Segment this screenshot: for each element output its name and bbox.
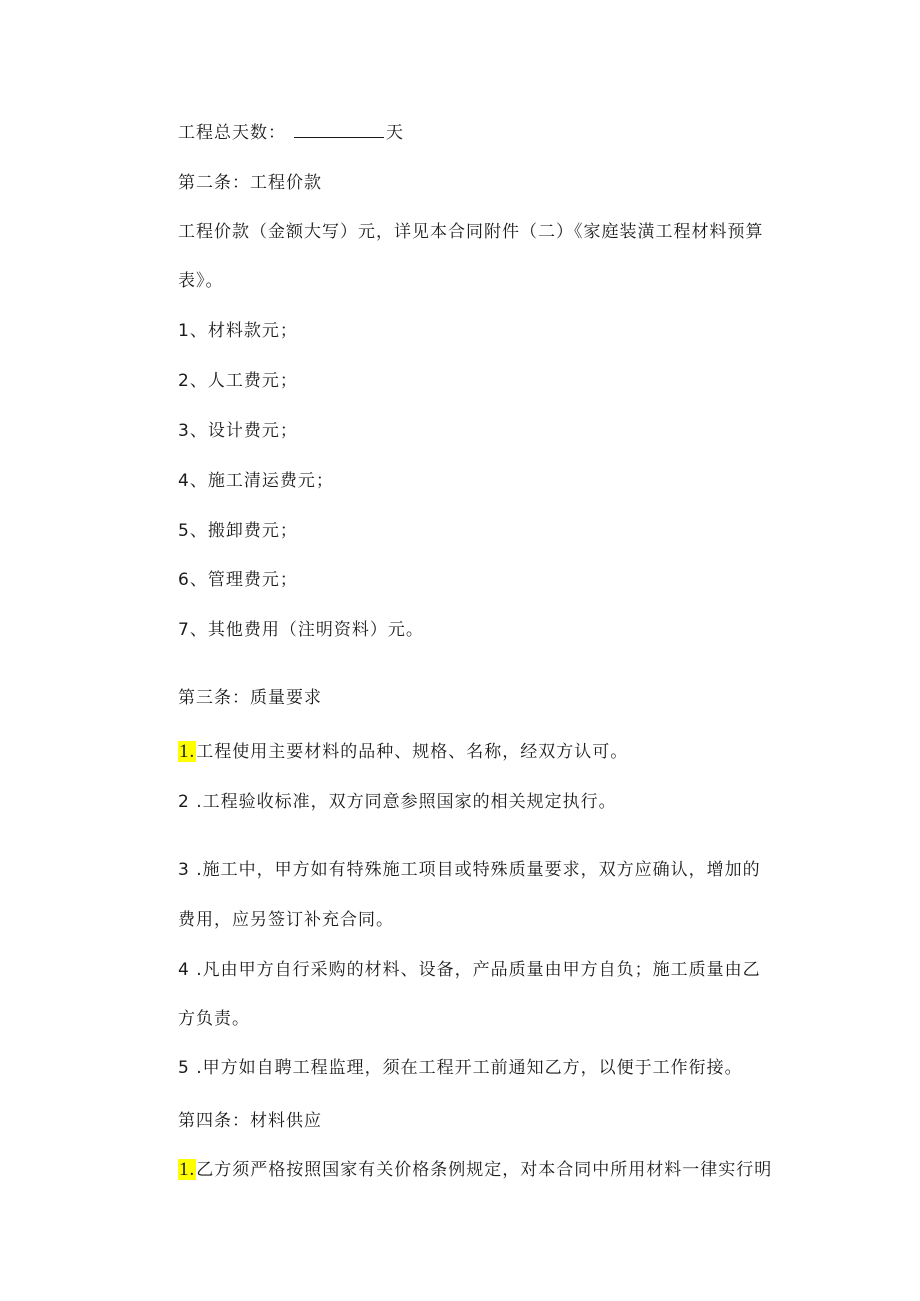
article-3-heading: 第三条：质量要求 <box>178 688 322 708</box>
article-3-item-4-line-1: 4 .凡由甲方自行采购的材料、设备，产品质量由甲方自负；施工质量由乙 <box>178 960 761 980</box>
fee-item-labor: 2、人工费元； <box>178 371 298 391</box>
total-days-line <box>178 122 404 144</box>
fee-item-handling: 5、搬卸费元； <box>178 521 298 541</box>
article-4-item-1-number: 1. <box>179 1159 196 1180</box>
article-4-item-1-text: 乙方须严格按照国家有关价格条例规定，对本合同中所用材料一律实行明 <box>196 1160 773 1180</box>
fee-item-management: 6、管理费元； <box>178 570 298 590</box>
total-days-label: 工程总天数： <box>178 123 286 143</box>
article-3-item-3-line-2: 费用，应另签订补充合同。 <box>178 910 394 930</box>
article-2-paragraph-line-2: 表》。 <box>178 271 224 291</box>
article-3-item-1-text: 工程使用主要材料的品种、规格、名称，经双方认可。 <box>196 742 629 762</box>
fee-item-cleanup: 4、施工清运费元； <box>178 471 334 491</box>
fee-item-design: 3、设计费元； <box>178 421 298 441</box>
article-3-item-5: 5 .甲方如自聘工程监理，须在工程开工前通知乙方，以便于工作衔接。 <box>178 1058 743 1078</box>
article-4-heading: 第四条：材料供应 <box>178 1111 322 1131</box>
article-3-item-2: 2 .工程验收标准，双方同意参照国家的相关规定执行。 <box>178 792 617 812</box>
article-3-item-1-number: 1. <box>179 741 196 762</box>
total-days-suffix: 天 <box>386 123 404 143</box>
fee-item-other: 7、其他费用（注明资料）元。 <box>178 620 424 640</box>
total-days-blank <box>294 123 384 138</box>
article-2-heading: 第二条：工程价款 <box>178 173 322 193</box>
article-3-item-4-line-2: 方负责。 <box>178 1009 250 1029</box>
article-2-paragraph-line-1: 工程价款（金额大写）元，详见本合同附件（二）《家庭装潢工程材料预算 <box>178 222 764 242</box>
article-3-item-1 <box>178 741 628 763</box>
fee-item-materials: 1、材料款元； <box>178 321 298 341</box>
article-3-item-3-line-1: 3 .施工中，甲方如有特殊施工项目或特殊质量要求，双方应确认，增加的 <box>178 860 761 880</box>
article-4-item-1 <box>178 1159 772 1181</box>
